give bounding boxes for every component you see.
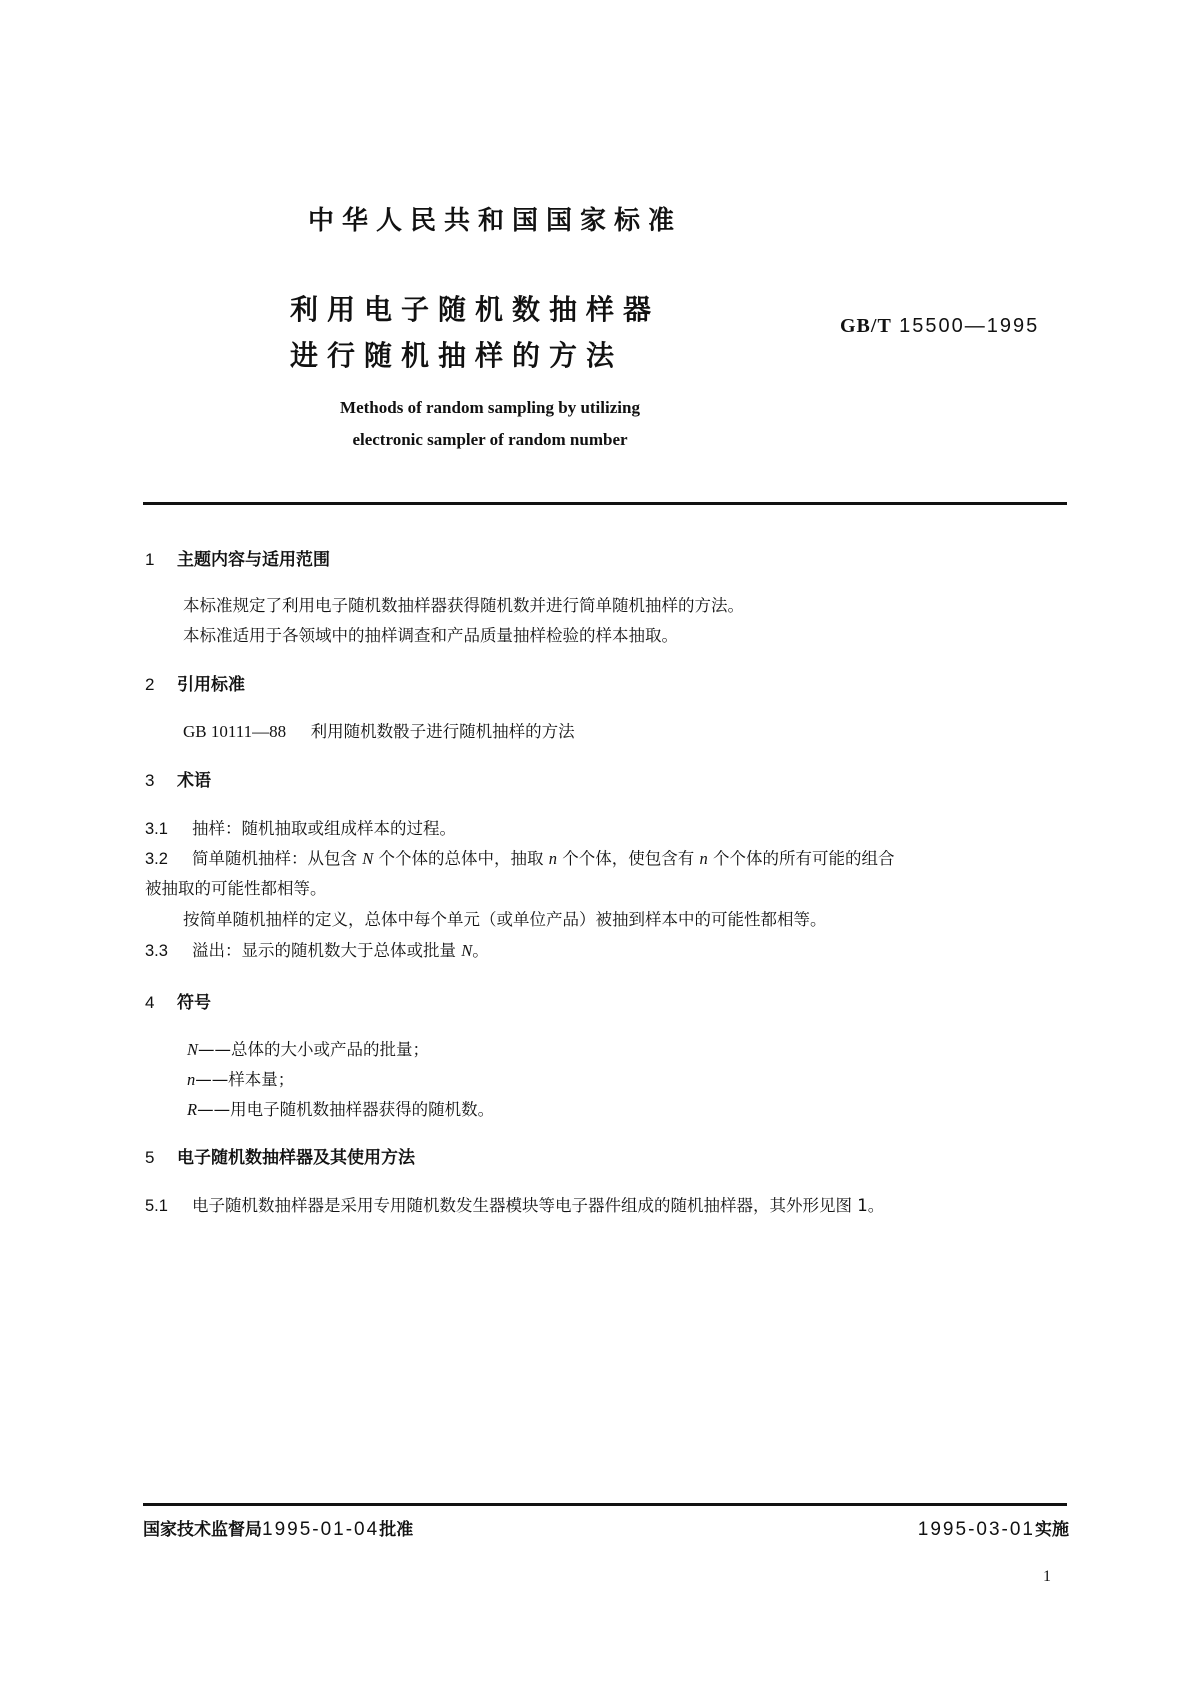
approval-label: 批准 — [379, 1520, 414, 1540]
section-number: 2 — [145, 675, 155, 694]
clause-5-1 — [145, 1192, 884, 1216]
header-divider — [143, 502, 1067, 505]
clause-3-2 — [145, 845, 895, 869]
clause-number: 3.2 — [145, 850, 168, 868]
section-1-paragraph-2: 本标准适用于各领域中的抽样调查和产品质量抽样检验的样本抽取。 — [183, 626, 678, 645]
section-title: 电子随机数抽样器及其使用方法 — [177, 1148, 415, 1168]
approval-line — [143, 1515, 413, 1541]
clause-3-1 — [145, 815, 456, 839]
symbol-meaning: 总体的大小或产品的批量； — [231, 1040, 430, 1059]
section-5-heading — [145, 1143, 415, 1168]
symbol-entry-N — [187, 1036, 429, 1060]
clause-text: 电子随机数抽样器是采用专用随机数发生器模块等电子器件组成的随机抽样器，其外形见图 1。 — [192, 1196, 885, 1215]
clause-text: 个个体，使包含有 — [557, 849, 700, 868]
clause-3-2-continuation: 被抽取的可能性都相等。 — [145, 879, 327, 898]
clause-text: 。 — [472, 941, 489, 960]
variable-n: n — [548, 849, 558, 868]
reference-standard-entry — [183, 718, 575, 742]
symbol-dash: —— — [198, 1040, 232, 1059]
section-1-paragraph-1: 本标准规定了利用电子随机数抽样器获得随机数并进行简单随机抽样的方法。 — [183, 596, 744, 615]
effective-label: 实施 — [1035, 1520, 1069, 1540]
clause-text: 个个体的总体中，抽取 — [373, 849, 549, 868]
clause-number: 5.1 — [145, 1197, 168, 1215]
title-en-line2: electronic sampler of random number — [352, 430, 628, 449]
reference-title: 利用随机数骰子进行随机抽样的方法 — [310, 722, 575, 741]
section-number: 4 — [145, 993, 155, 1012]
clause-number: 3.3 — [145, 942, 168, 960]
symbol-meaning: 样本量； — [228, 1070, 295, 1089]
section-3-heading — [145, 766, 211, 791]
variable-n: n — [699, 849, 708, 868]
effective-date: 1995-03-01 — [917, 1519, 1035, 1540]
standard-code — [840, 313, 1039, 338]
section-number: 3 — [145, 771, 155, 790]
clause-3-3 — [145, 937, 489, 961]
clause-3-2-note: 按简单随机抽样的定义，总体中每个单元（或单位产品）被抽到样本中的可能性都相等。 — [183, 910, 827, 929]
standard-code-number: 15500—1995 — [899, 315, 1040, 337]
clause-number: 3.1 — [145, 820, 168, 838]
title-en-line1: Methods of random sampling by utilizing — [340, 398, 640, 417]
title-cn-line1: 利用电子随机数抽样器 — [290, 293, 661, 326]
section-2-heading — [145, 670, 245, 695]
clause-text: 简单随机抽样：从包含 — [192, 849, 363, 868]
reference-code: GB 10111—88 — [183, 722, 287, 741]
title-cn-line2: 进行随机抽样的方法 — [290, 339, 624, 372]
symbol-meaning: 用电子随机数抽样器获得的随机数。 — [230, 1100, 495, 1119]
footer-divider — [143, 1503, 1067, 1506]
clause-text: 抽样：随机抽取或组成样本的过程。 — [192, 819, 456, 838]
symbol-entry-n — [187, 1066, 294, 1090]
symbol-dash: —— — [195, 1070, 229, 1089]
approval-org: 国家技术监督局 — [143, 1520, 262, 1540]
page-number: 1 — [1043, 1568, 1051, 1585]
section-number: 1 — [145, 550, 155, 569]
section-title: 引用标准 — [177, 675, 245, 695]
variable-N: N — [461, 941, 473, 960]
section-title: 符号 — [177, 993, 211, 1013]
section-number: 5 — [145, 1148, 155, 1167]
section-title: 主题内容与适用范围 — [177, 550, 330, 570]
clause-text: 溢出：显示的随机数大于总体或批量 — [192, 941, 462, 960]
symbol: R — [187, 1100, 198, 1119]
symbol-dash: —— — [197, 1100, 231, 1119]
symbol-entry-R — [187, 1096, 494, 1120]
variable-N: N — [362, 849, 374, 868]
national-standard-heading: 中华人民共和国国家标准 — [308, 206, 683, 236]
standard-code-prefix: GB/T — [840, 315, 892, 337]
clause-text: 个个体的所有可能的组合 — [707, 849, 895, 868]
section-4-heading — [145, 988, 211, 1013]
section-title: 术语 — [177, 771, 211, 791]
section-1-heading — [145, 545, 330, 570]
symbol: n — [187, 1070, 196, 1089]
effective-line — [918, 1515, 1069, 1541]
approval-date: 1995-01-04 — [262, 1519, 380, 1540]
symbol: N — [187, 1040, 199, 1059]
